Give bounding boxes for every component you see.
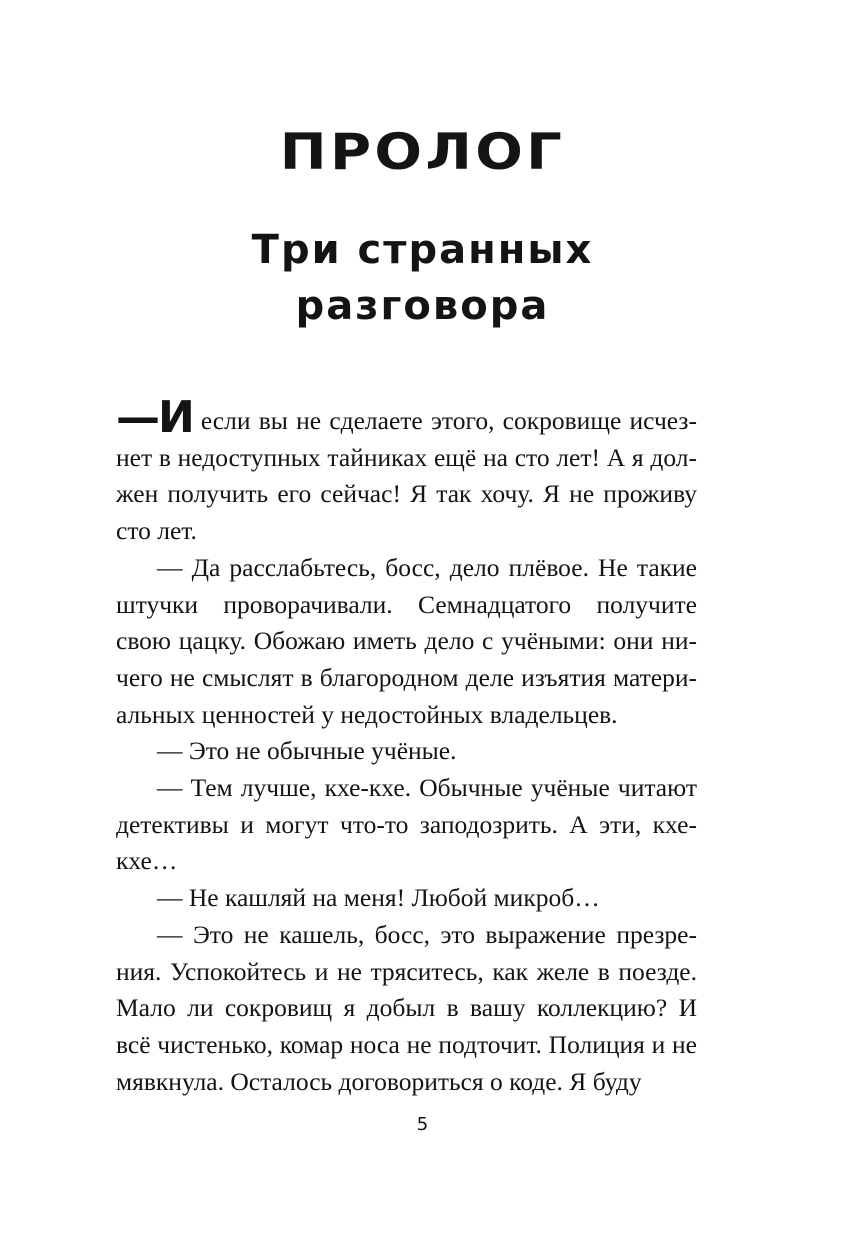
chapter-title-line-2: разговора bbox=[295, 283, 550, 329]
body-text bbox=[116, 392, 697, 1100]
chapter-heading: ПРОЛОГ bbox=[279, 123, 566, 181]
chapter-title bbox=[0, 222, 845, 334]
drop-cap: —И bbox=[116, 392, 193, 443]
chapter-title-line-1: Три странных bbox=[251, 227, 594, 273]
page-number: 5 bbox=[416, 1114, 429, 1135]
paragraph-2: — Да расслабьтесь, босс, дело плёвое. Не такие штучки проворачивали. Семнадцатого получите свою цацку. Обожаю иметь дело с учёными: они ничего не смыслят в благородном деле изъятия материальных ценностей у недостойных владельцев. bbox=[116, 552, 697, 729]
paragraph-6: — Это не кашель, босс, это выражение презрения. Успокойтесь и не тряситесь, как желе в поезде. Мало ли сокровищ я добыл в вашу коллекцию? И всё чистенько, комар носа не подточит. Полиция и не мявкнула. Осталось договориться о коде. Я буду bbox=[116, 919, 697, 1096]
paragraph-1-text: если вы не сделаете этого, сокровище исчезнет в недоступных тайниках ещё на сто лет! А я должен получить его сейчас! Я так хочу. Я не проживу сто лет. bbox=[116, 406, 697, 546]
paragraph-1 bbox=[116, 392, 697, 550]
paragraph-4: — Тем лучше, кхе-кхе. Обычные учёные читают детективы и могут что-то заподозрить. А эти, кхе-кхе… bbox=[116, 773, 697, 876]
paragraph-5: — Не кашляй на меня! Любой микроб… bbox=[157, 883, 600, 913]
paragraph-3: — Это не обычные учёные. bbox=[157, 736, 457, 766]
